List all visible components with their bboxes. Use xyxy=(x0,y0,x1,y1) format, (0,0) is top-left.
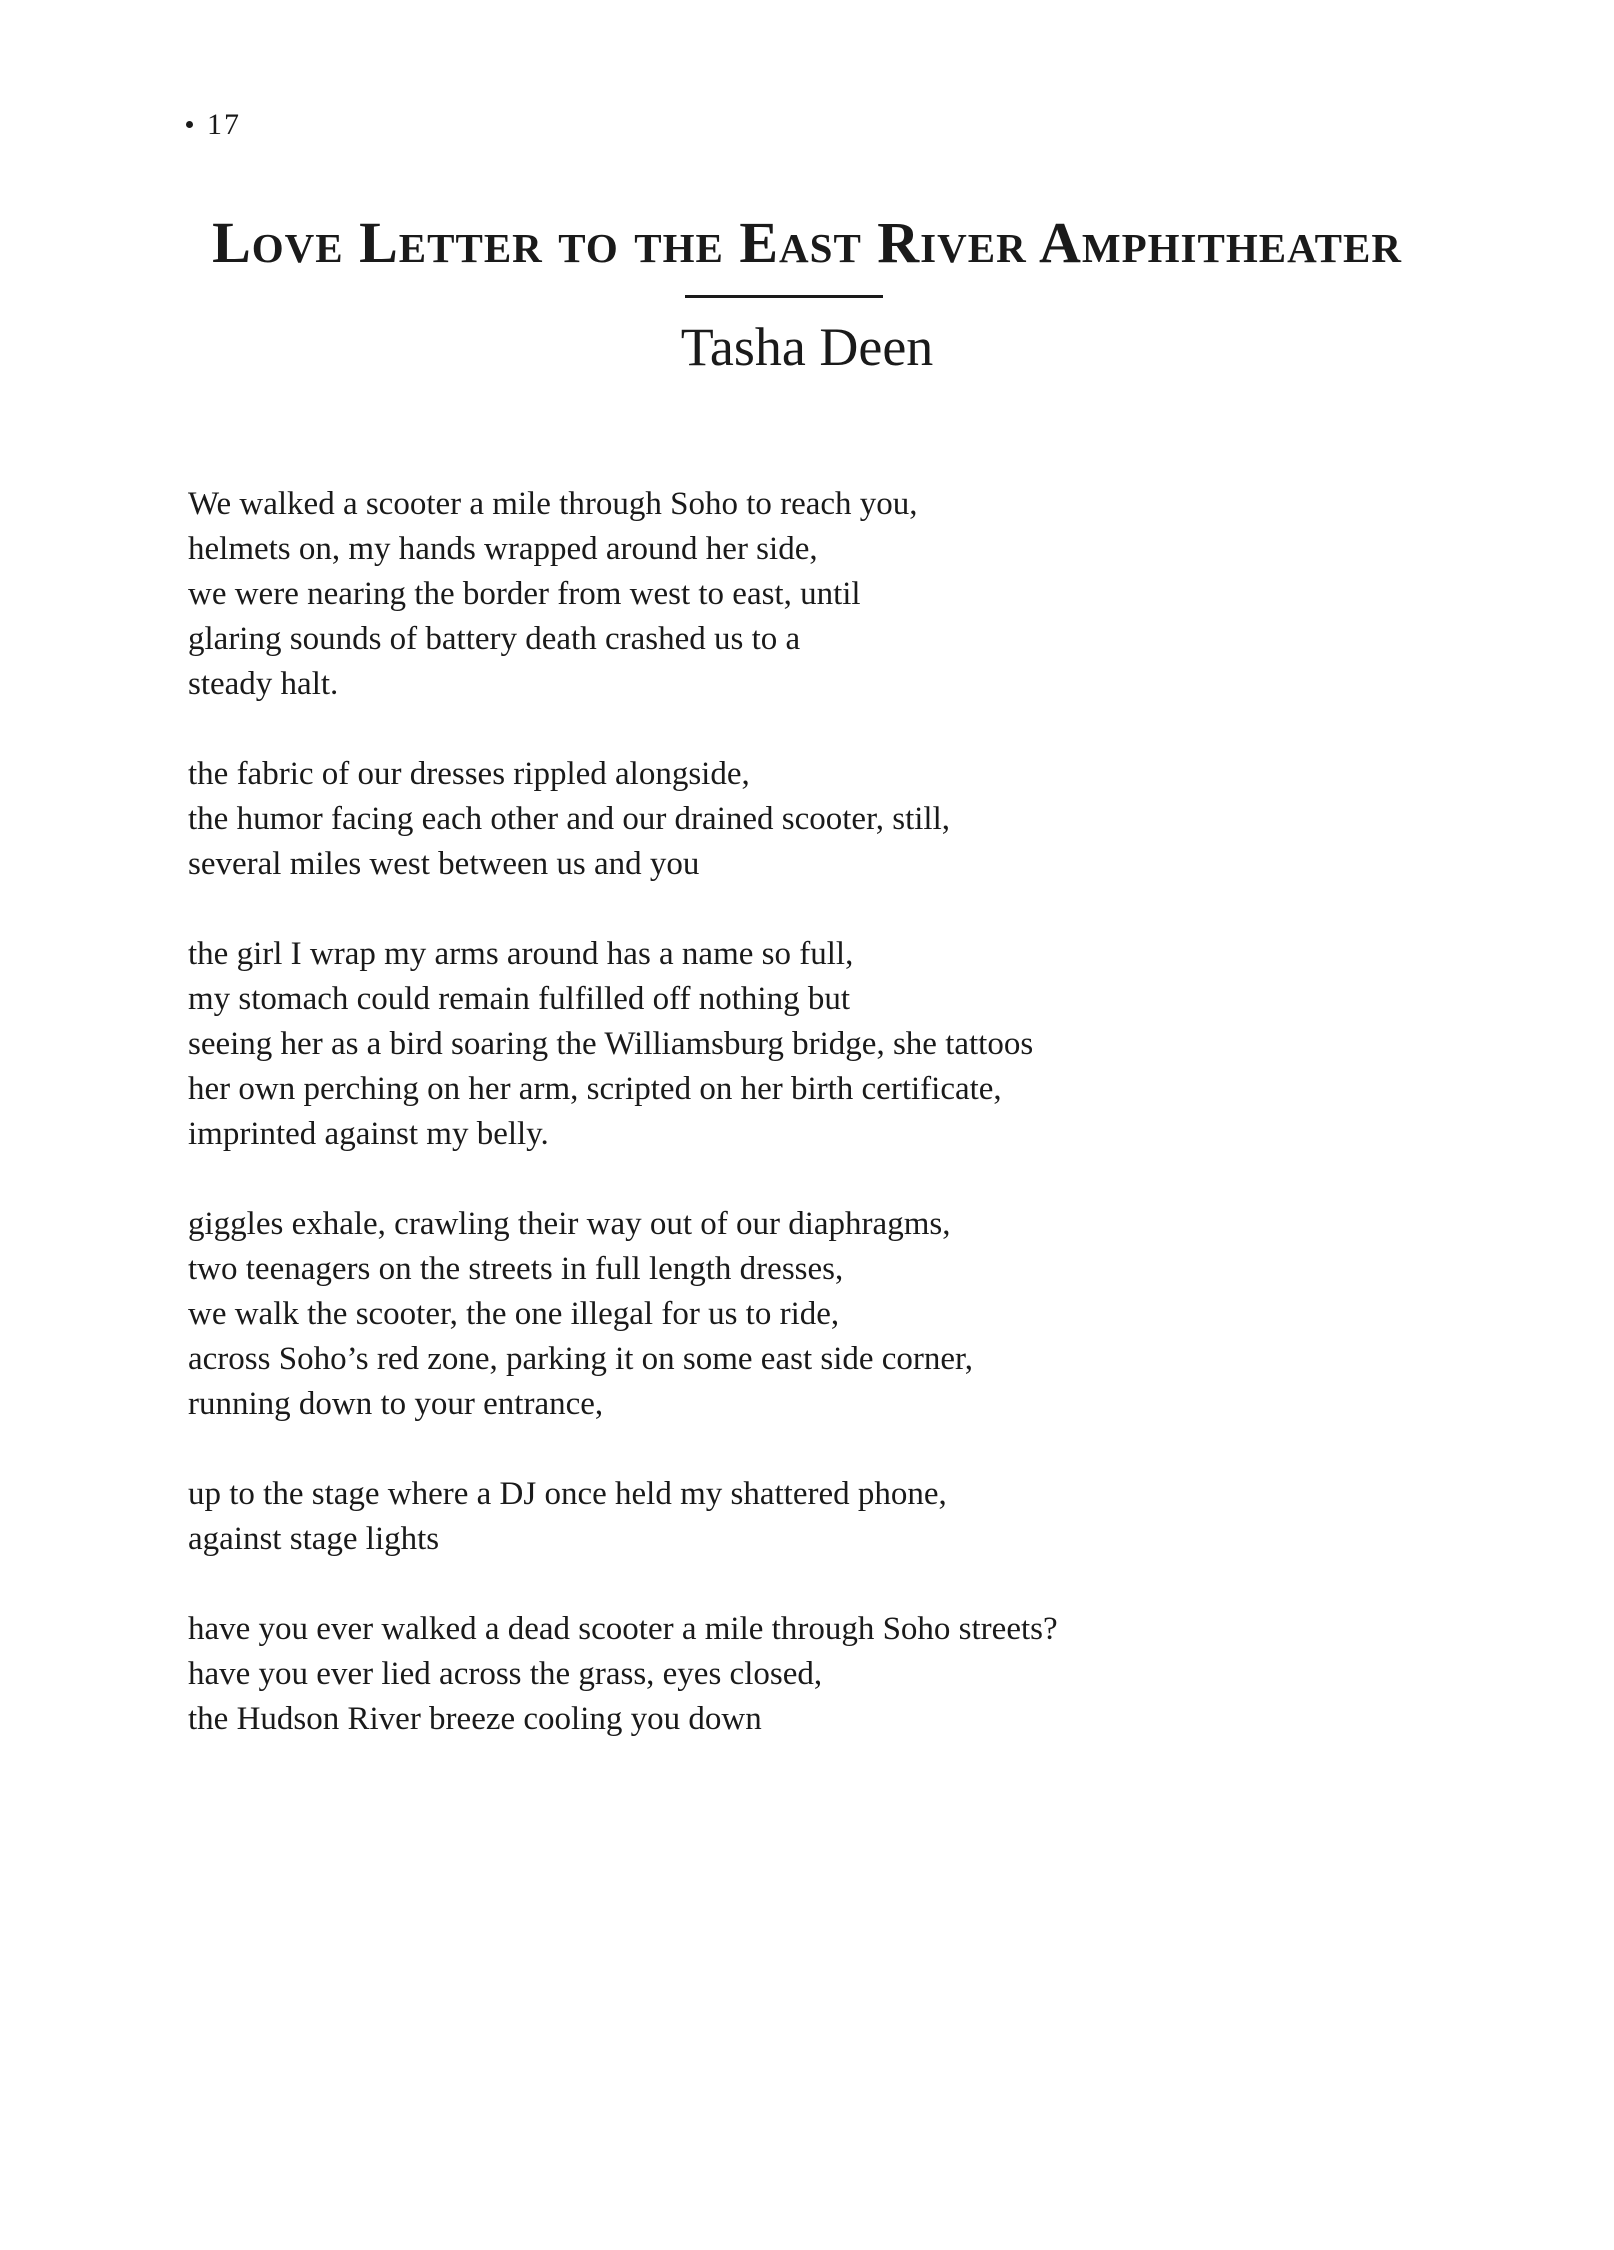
stanza xyxy=(188,1607,1488,1742)
poem-line: up to the stage where a DJ once held my shattered phone, xyxy=(188,1476,947,1512)
title-divider xyxy=(685,295,883,298)
poem-line: giggles exhale, crawling their way out of our diaphragms, xyxy=(188,1206,951,1242)
poem-line: the fabric of our dresses rippled alongside, xyxy=(188,756,750,792)
poem-line: the girl I wrap my arms around has a name so full, xyxy=(188,936,854,972)
poem-line: imprinted against my belly. xyxy=(188,1116,549,1152)
poem-author: Tasha Deen xyxy=(680,317,934,377)
stanza xyxy=(188,482,1488,707)
poem-line: her own perching on her arm, scripted on her birth certificate, xyxy=(188,1071,1002,1107)
poem-line: across Soho’s red zone, parking it on some east side corner, xyxy=(188,1341,973,1377)
stanza xyxy=(188,752,1488,887)
poem-line: have you ever walked a dead scooter a mile through Soho streets? xyxy=(188,1611,1058,1647)
poem-line: We walked a scooter a mile through Soho to reach you, xyxy=(188,486,918,522)
poem-line: we walk the scooter, the one illegal for us to ride, xyxy=(188,1296,840,1332)
poem-line: glaring sounds of battery death crashed us to a xyxy=(188,621,801,657)
poem-line: running down to your entrance, xyxy=(188,1386,604,1422)
poem-line: steady halt. xyxy=(188,666,339,702)
poem-line: two teenagers on the streets in full length dresses, xyxy=(188,1251,844,1287)
stanza xyxy=(188,1202,1488,1427)
bullet-icon xyxy=(186,121,193,128)
page-number-text: 17 xyxy=(207,108,241,141)
poem-line: against stage lights xyxy=(188,1521,440,1557)
poem-title: Love Letter to the East River Amphitheater xyxy=(212,210,1402,275)
poem-body xyxy=(188,482,1488,1787)
poem-line: my stomach could remain fulfilled off nothing but xyxy=(188,981,851,1017)
page-number xyxy=(186,108,241,142)
stanza xyxy=(188,932,1488,1157)
poem-line: the Hudson River breeze cooling you down xyxy=(188,1701,762,1737)
poem-line: have you ever lied across the grass, eyes closed, xyxy=(188,1656,823,1692)
poem-line: helmets on, my hands wrapped around her side, xyxy=(188,531,818,567)
poem-line: the humor facing each other and our drained scooter, still, xyxy=(188,801,950,837)
poem-line: we were nearing the border from west to east, until xyxy=(188,576,861,612)
stanza xyxy=(188,1472,1488,1562)
poem-line: seeing her as a bird soaring the Williamsburg bridge, she tattoos xyxy=(188,1026,1034,1062)
poem-line: several miles west between us and you xyxy=(188,846,700,882)
